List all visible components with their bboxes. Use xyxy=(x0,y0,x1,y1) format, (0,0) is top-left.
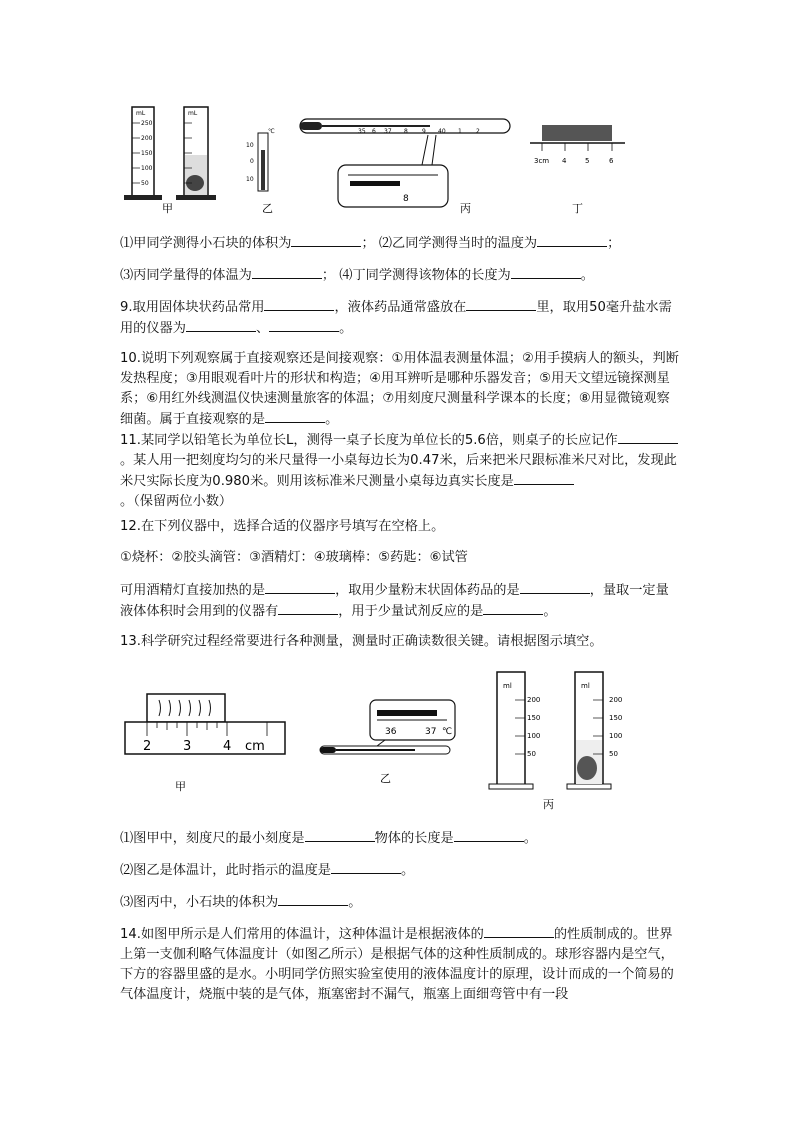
q12-text: ，用于少量试剂反应的是 xyxy=(338,604,484,619)
therm-tick-label: 10 xyxy=(246,176,254,183)
label-bing: 丙 xyxy=(543,798,554,811)
therm-tick-label: 10 xyxy=(246,142,254,149)
question-11 xyxy=(120,430,680,512)
q8-text: ⑴甲同学测得小石块的体积为 xyxy=(120,236,292,251)
clinical-tick: 6 xyxy=(372,128,376,135)
q9-text: 里，取用50毫升盐水需用的仪器为 xyxy=(120,300,672,336)
q14-text: 14.如图甲所示是人们常用的体温计，这种体温计是根据液体的 xyxy=(120,927,484,942)
cyl-tick-label: 250 xyxy=(141,120,153,127)
ruler-tick-label: 2 xyxy=(143,739,152,754)
question-12-body xyxy=(120,580,680,622)
q12-options: ①烧杯：②胶头滴管：③酒精灯：④玻璃棒：⑤药匙：⑥试管 xyxy=(120,550,468,565)
clinical-tick: 2 xyxy=(476,128,480,135)
ruler-tick-label: 3cm xyxy=(534,157,550,165)
q9-text: 。 xyxy=(339,321,353,336)
thermometer-small xyxy=(246,128,275,191)
cyl-tick-label: 50 xyxy=(609,750,618,758)
cyl-tick-label: 150 xyxy=(527,714,541,722)
answer-blank[interactable] xyxy=(265,409,325,423)
answer-blank[interactable] xyxy=(484,924,554,938)
therm-tick-label: 37 xyxy=(425,727,437,737)
zoom-value: 8 xyxy=(403,194,409,204)
q12-text: 。 xyxy=(543,604,557,619)
answer-blank[interactable] xyxy=(265,580,335,594)
q11-text: 。（保留两位小数） xyxy=(120,494,233,509)
ruler-with-object xyxy=(125,694,285,754)
q13-text: 。 xyxy=(348,895,362,910)
answer-blank[interactable] xyxy=(466,297,536,311)
therm-tick-label: 0 xyxy=(250,158,254,165)
ruler-tick-label: 5 xyxy=(585,157,590,165)
q12-text: ，取用少量粉末状固体药品的是 xyxy=(335,583,520,598)
label-yi: 乙 xyxy=(380,772,391,785)
q13-text: 。 xyxy=(523,831,537,846)
cyl-tick-label: 100 xyxy=(609,732,623,740)
cyl-tick-label: 50 xyxy=(141,180,149,187)
q9-text: ，液体药品通常盛放在 xyxy=(334,300,467,315)
label-jia: 甲 xyxy=(162,202,173,215)
q12-text: 可用酒精灯直接加热的是 xyxy=(120,583,266,598)
q13-text: ⑶图丙中，小石块的体积为 xyxy=(120,895,279,910)
cyl-unit: ml xyxy=(503,682,512,690)
answer-blank[interactable] xyxy=(520,580,590,594)
question-12-options xyxy=(120,548,680,568)
q13-sub-1 xyxy=(120,828,680,849)
q12-text: ，量取一定量液体体积时会用到的仪器有 xyxy=(120,583,669,619)
q9-text: 9.取用固体块状药品常用 xyxy=(120,300,265,315)
answer-blank[interactable] xyxy=(269,318,339,332)
ruler-tick-label: 4 xyxy=(223,739,232,754)
answer-blank[interactable] xyxy=(305,828,375,842)
q13-text: 13.科学研究过程经常要进行各种测量，测量时正确读数很关键。请根据图示填空。 xyxy=(120,634,603,649)
label-jia: 甲 xyxy=(175,780,186,793)
q13-text: ⑵图乙是体温计，此时指示的温度是 xyxy=(120,863,331,878)
figure-2-measurements xyxy=(115,662,635,812)
ruler-unit: cm xyxy=(245,739,265,754)
answer-blank[interactable] xyxy=(252,265,322,279)
cyl-unit: mL xyxy=(188,110,198,117)
answer-blank[interactable] xyxy=(186,318,256,332)
cyl-unit: mL xyxy=(136,110,146,117)
therm-unit: ℃ xyxy=(268,128,275,135)
q13-text: 物体的长度是 xyxy=(374,831,454,846)
label-yi: 乙 xyxy=(262,202,273,215)
q9-text: 、 xyxy=(255,321,270,336)
question-9 xyxy=(120,297,680,339)
clinical-tick: 8 xyxy=(404,128,408,135)
cyl-tick-label: 200 xyxy=(527,696,541,704)
answer-blank[interactable] xyxy=(278,601,338,615)
graduated-cylinder-with-stone xyxy=(567,672,622,789)
q13-text: ⑴图甲中，刻度尺的最小刻度是 xyxy=(120,831,305,846)
cyl-tick-label: 150 xyxy=(609,714,623,722)
q14-text: 的性质制成的。世界上第一支伽利略气体温度计（如图乙所示）是根据气体的这种性质制成的。球形容器内是空气，下方的容器里盛的是水。小明同学仿照实验室使用的液体温度计的原理，设计而成的一个简易的气体温度计，烧瓶中装的是气体，瓶塞密封不漏气，瓶塞上面细弯管中有一段 xyxy=(120,927,674,1002)
ruler-tick-label: 6 xyxy=(609,157,614,165)
label-bing: 丙 xyxy=(460,202,471,215)
cyl-tick-label: 200 xyxy=(141,135,153,142)
clinical-tick: 35 xyxy=(358,128,366,135)
q8-text: ； ⑵乙同学测得当时的温度为 xyxy=(361,236,538,251)
q8-text: ⑶丙同学量得的体温为 xyxy=(120,268,252,283)
answer-blank[interactable] xyxy=(483,601,543,615)
clinical-tick: 37 xyxy=(384,128,392,135)
graduated-cylinder-with-stone xyxy=(176,107,216,200)
ruler-with-block xyxy=(530,125,625,165)
q12-text: 12.在下列仪器中，选择合适的仪器序号填写在空格上。 xyxy=(120,519,445,534)
answer-blank[interactable] xyxy=(454,828,524,842)
clinical-tick: 40 xyxy=(438,128,446,135)
cyl-tick-label: 200 xyxy=(609,696,623,704)
answer-blank[interactable] xyxy=(618,430,678,444)
cyl-tick-label: 100 xyxy=(527,732,541,740)
q8-line-1 xyxy=(120,233,680,254)
answer-blank[interactable] xyxy=(264,297,334,311)
question-10 xyxy=(120,349,680,430)
q8-text: ； xyxy=(607,236,621,251)
therm-tick-label: 36 xyxy=(385,727,397,737)
graduated-cylinder-empty xyxy=(489,672,540,789)
graduated-cylinder-empty xyxy=(124,107,162,200)
q8-text: 。 xyxy=(580,268,594,283)
q13-sub-2 xyxy=(120,860,680,881)
q10-text: 10.说明下列观察属于直接观察还是间接观察：①用体温表测量体温；②用手摸病人的额头，判断发热程度；③用眼观看叶片的形状和构造；④用耳辨听是哪种乐器发音；⑤用天文望远镜探测星系；⑥用红外线测温仪快速测量旅客的体温；⑦用刻度尺测量科学课本的长度；⑧用显微镜观察细菌。属于直接观察的是 xyxy=(120,351,679,427)
answer-blank[interactable] xyxy=(278,892,348,906)
question-13-title xyxy=(120,632,680,652)
question-12-title xyxy=(120,517,680,537)
cyl-tick-label: 100 xyxy=(141,165,153,172)
clinical-thermometer xyxy=(300,119,510,207)
answer-blank[interactable] xyxy=(514,471,574,485)
clinical-tick: 1 xyxy=(458,128,462,135)
cyl-tick-label: 150 xyxy=(141,150,153,157)
answer-blank[interactable] xyxy=(511,265,581,279)
q13-sub-3 xyxy=(120,892,680,913)
q8-text: ； ⑷丁同学测得该物体的长度为 xyxy=(321,268,511,283)
ruler-tick-label: 4 xyxy=(562,157,567,165)
answer-blank[interactable] xyxy=(331,860,401,874)
q13-text: 。 xyxy=(401,863,415,878)
clinical-tick: 9 xyxy=(422,128,426,135)
figure-1-instruments xyxy=(110,95,650,220)
body-thermometer xyxy=(320,700,455,754)
label-ding: 丁 xyxy=(572,202,583,215)
therm-unit: ℃ xyxy=(442,727,453,737)
q11-text: 。某人用一把刻度均匀的米尺量得一小桌每边长为0.47米，后来把米尺跟标准米尺对比，发现此米尺实际长度为0.980米。则用该标准米尺测量小桌每边真实长度是 xyxy=(120,453,677,489)
ruler-tick-label: 3 xyxy=(183,739,192,754)
q11-text: 11.某同学以铅笔长为单位长L，测得一桌子长度为单位长的5.6倍，则桌子的长应记作 xyxy=(120,433,618,448)
cyl-unit: ml xyxy=(581,682,590,690)
answer-blank[interactable] xyxy=(291,233,361,247)
q8-line-2 xyxy=(120,265,680,286)
answer-blank[interactable] xyxy=(537,233,607,247)
q10-text: 。 xyxy=(325,412,339,427)
question-14 xyxy=(120,924,680,1005)
cyl-tick-label: 50 xyxy=(527,750,536,758)
